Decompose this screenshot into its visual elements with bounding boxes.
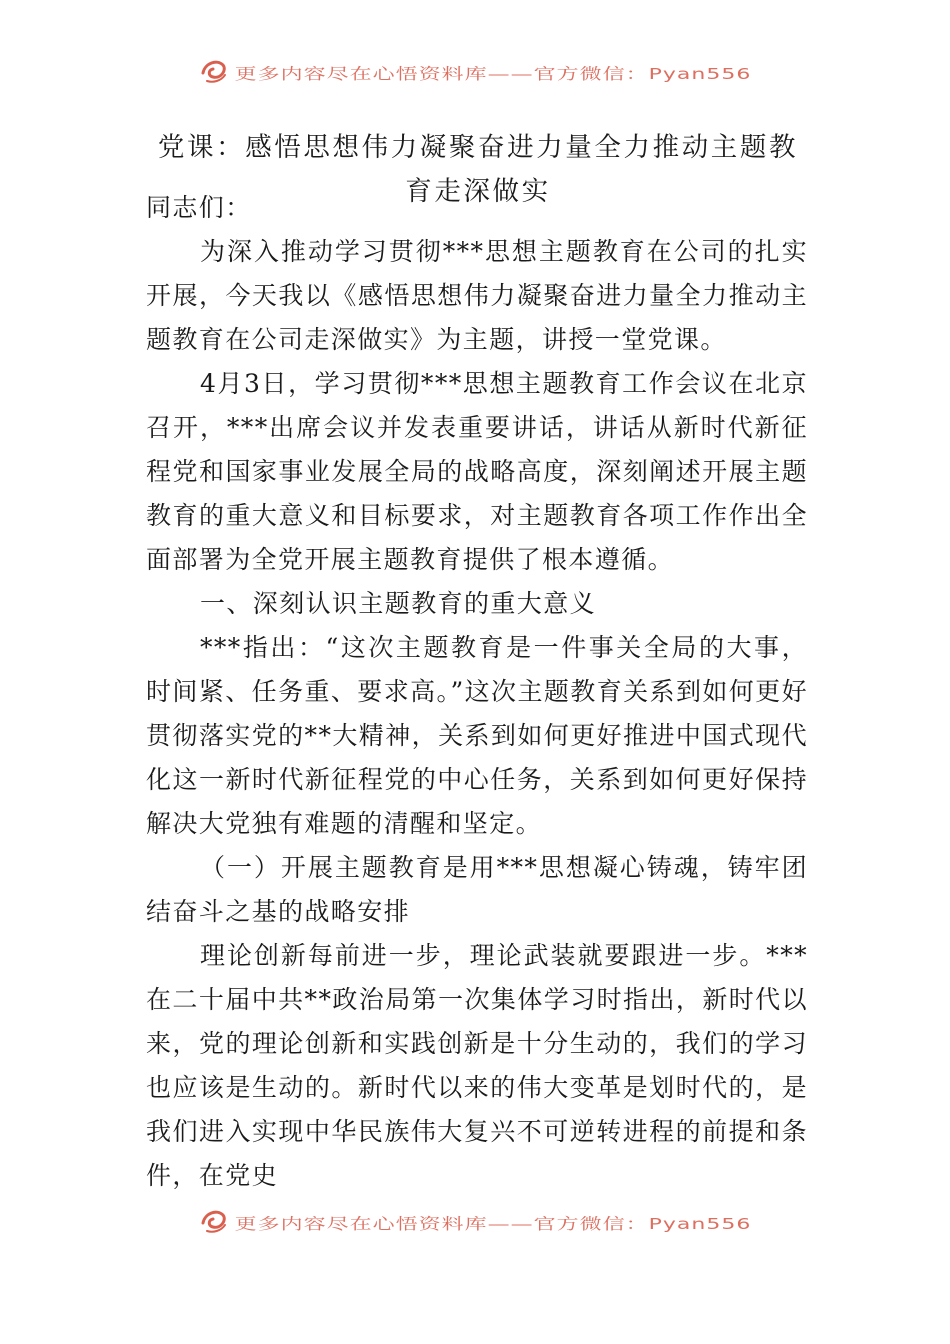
watermark-banner-bottom bbox=[0, 1202, 950, 1238]
watermark-banner-top bbox=[0, 52, 950, 88]
swirl-logo-icon bbox=[199, 1205, 229, 1235]
watermark-text: 更多内容尽在心悟资料库——官方微信：Pyan556 bbox=[234, 64, 752, 83]
swirl-logo-icon bbox=[199, 55, 229, 85]
paragraph-meeting: 4月3日，学习贯彻***思想主题教育工作会议在北京召开，***出席会议并发表重要讲话，讲话从新时代新征程党和国家事业发展全局的战略高度，深刻阐述开展主题教育的重大意义和目标要求，对主题教育各项工作作出全面部署为全党开展主题教育提供了根本遵循。 bbox=[146, 369, 808, 574]
document-title: 党课：感悟思想伟力凝聚奋进力量全力推动主题教育走深做实 bbox=[157, 132, 799, 207]
subsection-heading-1: （一）开展主题教育是用***思想凝心铸魂，铸牢团结奋斗之基的战略安排 bbox=[146, 853, 808, 926]
document-body bbox=[146, 186, 808, 1198]
paragraph-significance: ***指出：“这次主题教育是一件事关全局的大事，时间紧、任务重、要求高。”这次主题教育关系到如何更好贯彻落实党的**大精神，关系到如何更好推进中国式现代化这一新时代新征程党的中心任务，关系到如何更好保持解决大党独有难题的清醒和坚定。 bbox=[146, 633, 808, 838]
paragraph-theory: 理论创新每前进一步，理论武装就要跟进一步。***在二十届中共**政治局第一次集体学习时指出，新时代以来，党的理论创新和实践创新是十分生动的，我们的学习也应该是生动的。新时代以来的伟大变革是划时代的，是我们进入实现中华民族伟大复兴不可逆转进程的前提和条件，在党史 bbox=[146, 941, 808, 1190]
watermark-text: 更多内容尽在心悟资料库——官方微信：Pyan556 bbox=[234, 1214, 752, 1233]
salutation: 同志们： bbox=[146, 193, 252, 222]
section-heading-1: 一、深刻认识主题教育的重大意义 bbox=[200, 589, 597, 618]
paragraph-intro: 为深入推动学习贯彻***思想主题教育在公司的扎实开展，今天我以《感悟思想伟力凝聚奋进力量全力推动主题教育在公司走深做实》为主题，讲授一堂党课。 bbox=[146, 237, 808, 354]
